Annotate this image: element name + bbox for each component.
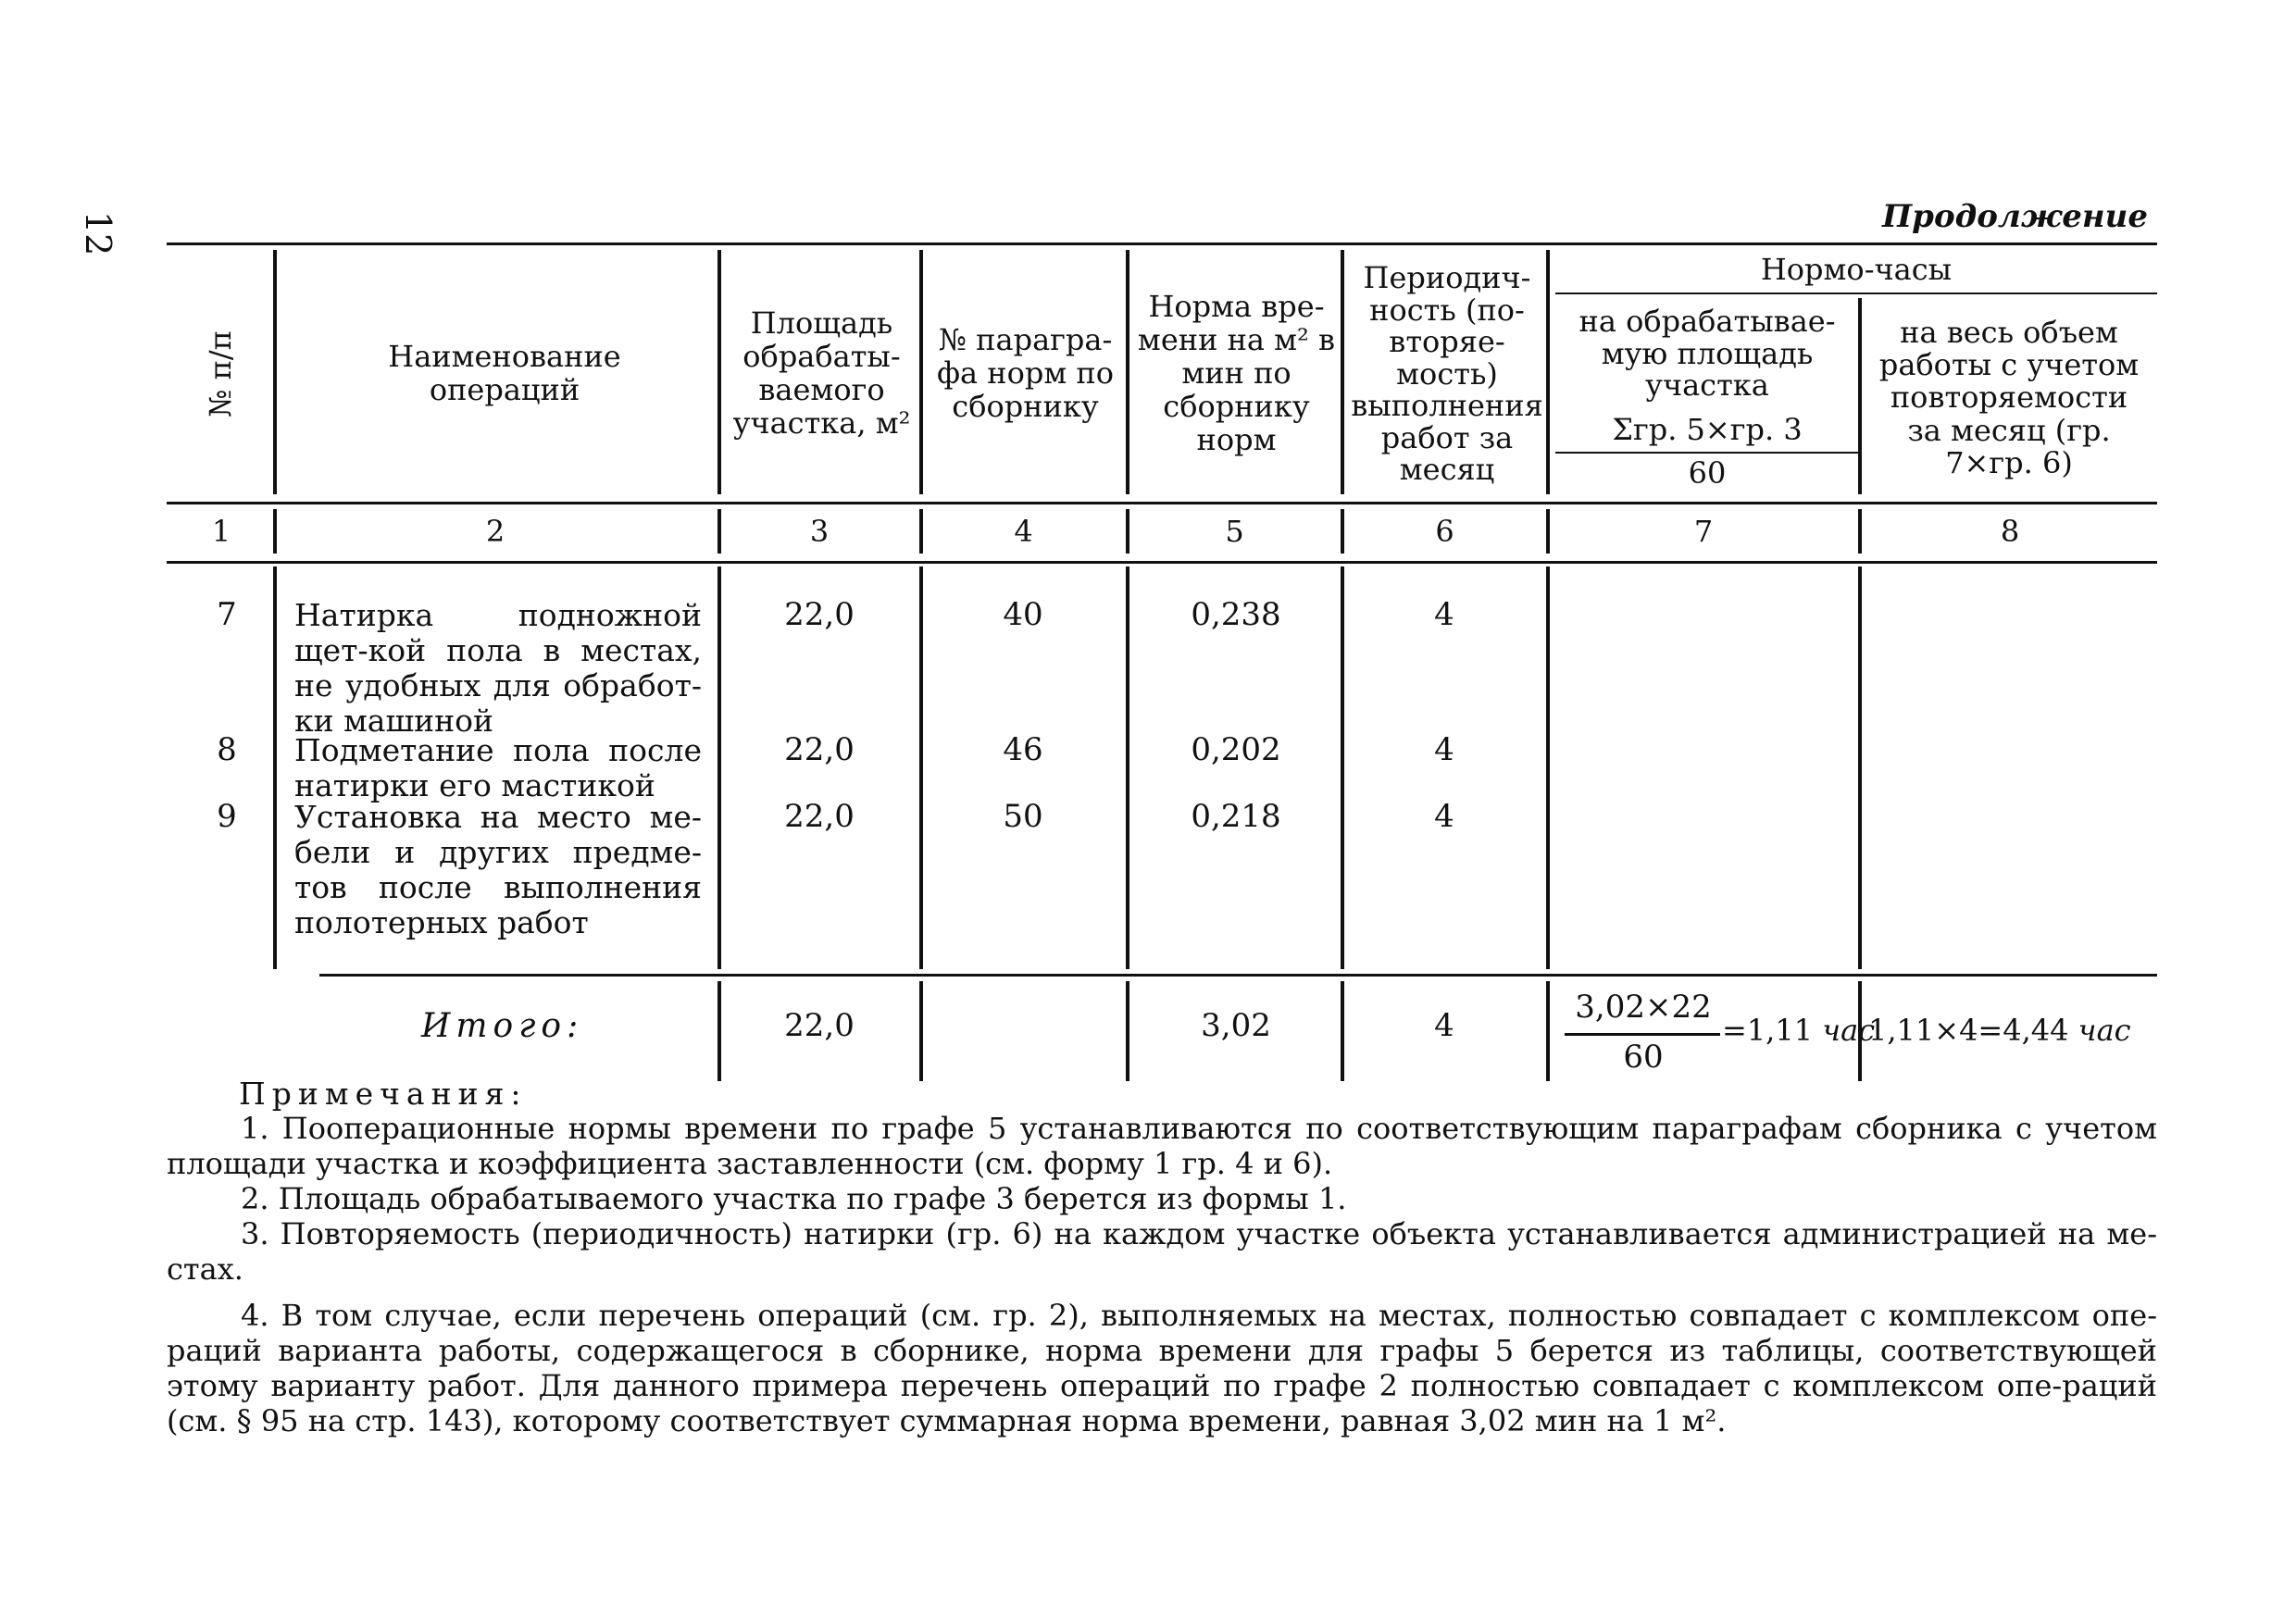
col-sep-1-2 <box>273 250 277 494</box>
row-7-period: 4 <box>1434 596 1454 633</box>
group-header-rule <box>1555 292 2157 294</box>
col-sep-6-7 <box>1546 250 1550 494</box>
total-area: 22,0 <box>784 1007 855 1044</box>
note-1: 1. Пооперационные нормы времени по графе 5 устанавливаются по соответствующим параграфам сборника с учетом площади участка и коэффициента заставленности (см. форму 1 гр. 4 и 6). <box>167 1111 2157 1181</box>
row-7-paragraph: 40 <box>1003 596 1043 633</box>
total-col7-result-value: =1,11 <box>1722 1013 1814 1048</box>
col-sep-7-8 <box>1858 298 1862 494</box>
num-sep-4 <box>1126 509 1129 554</box>
col-sep-2-3 <box>718 250 721 494</box>
row-8-norm: 0,202 <box>1191 731 1281 768</box>
total-period: 4 <box>1434 1007 1454 1044</box>
header-col-1-label: № п/п <box>203 330 239 417</box>
total-norm: 3,02 <box>1201 1007 1271 1044</box>
col-number-5: 5 <box>1225 514 1244 550</box>
body-sep-6 <box>1546 566 1550 969</box>
row-8-operation: Подметание пола после натирки его мастикой <box>294 732 702 803</box>
header-col-7-text: на обрабатывае-мую площадь участка <box>1578 304 1836 404</box>
total-label: Итого: <box>421 1007 584 1045</box>
total-col7-unit: час <box>1822 1013 1876 1048</box>
total-col8 <box>1868 1013 2131 1048</box>
col-sep-4-5 <box>1126 250 1129 494</box>
num-sep-5 <box>1341 509 1344 554</box>
row-9-number: 9 <box>217 798 237 835</box>
num-sep-6 <box>1546 509 1550 554</box>
col-number-6: 6 <box>1435 514 1454 550</box>
col-number-3: 3 <box>809 514 830 550</box>
total-sep-6 <box>1546 981 1550 1081</box>
header-group-normo-hours: Нормо-часы <box>1760 252 1953 288</box>
total-sep-5 <box>1341 981 1344 1081</box>
col-number-7: 7 <box>1693 514 1714 550</box>
note-2: 2. Площадь обрабатываемого участка по графе 3 берется из формы 1. <box>241 1181 1347 1216</box>
col-sep-5-6 <box>1341 250 1344 494</box>
note-3: 3. Повторяемость (периодичность) натирки (гр. 6) на каждом участке объекта устанавливается администрацией на ме-стах. <box>167 1216 2157 1287</box>
total-col7-result <box>1722 1013 1875 1048</box>
header-col-6: Периодич-ность (по-вторяе-мость) выполнения работ за месяц <box>1351 260 1543 488</box>
header-col-8: на весь объем работы с учетом повторяемости за месяц (гр. 7×гр. 6) <box>1878 315 2140 480</box>
row-9-period: 4 <box>1434 798 1454 835</box>
note-4: 4. В том случае, если перечень операций (см. гр. 2), выполняемых на местах, полностью совпадает с комплексом опе-раций варианта работы, содержащегося в сборнике, норма времени для графы 5 берется из таблицы, соответствующей этому варианту работ. Для данного примера перечень операций по графе 2 полностью совпадает с комплексом опе-раций (см. § 95 на стр. 143), которому соответствует суммарная норма времени, равная 3,02 мин на 1 м². <box>167 1298 2157 1438</box>
row-9-operation: Установка на место ме-бели и других предме-тов после выполнения полотерных работ <box>294 799 702 940</box>
continuation-label: Продолжение <box>1882 198 2148 235</box>
body-sep-4 <box>1126 566 1129 969</box>
header-col-1 <box>171 250 271 498</box>
total-sep-3 <box>919 981 923 1081</box>
header-col-5: Норма вре-мени на м² в мин по сборнику норм <box>1137 289 1336 457</box>
col-number-4: 4 <box>1014 514 1033 550</box>
col-sep-3-4 <box>919 250 923 494</box>
num-sep-7 <box>1858 509 1862 554</box>
body-bottom-rule <box>319 974 2157 977</box>
header-col-7-numerator: Σгр. 5×гр. 3 <box>1612 412 1803 448</box>
num-sep-1 <box>273 509 277 554</box>
row-7-number: 7 <box>217 596 237 633</box>
row-8-area: 22,0 <box>784 731 855 768</box>
header-col-2: Наименование операций <box>388 339 621 407</box>
num-sep-2 <box>718 509 721 554</box>
total-col8-value: 1,11×4=4,44 <box>1868 1013 2069 1048</box>
notes-title: Примечания: <box>239 1076 528 1112</box>
row-7-norm: 0,238 <box>1191 596 1281 633</box>
total-sep-4 <box>1126 981 1129 1081</box>
row-9-norm: 0,218 <box>1191 798 1281 835</box>
body-sep-5 <box>1341 566 1344 969</box>
total-col8-unit: час <box>2078 1013 2131 1048</box>
total-sep-2 <box>718 981 721 1081</box>
page-number: 12 <box>78 211 119 256</box>
col-number-1: 1 <box>211 514 231 550</box>
row-7-area: 22,0 <box>784 596 855 633</box>
body-sep-2 <box>718 566 721 969</box>
row-8-paragraph: 46 <box>1003 731 1043 768</box>
numbers-bottom-rule <box>167 561 2157 564</box>
row-9-area: 22,0 <box>784 798 855 835</box>
header-col-7-denominator: 60 <box>1688 455 1727 492</box>
table-top-rule <box>167 243 2157 245</box>
row-9-paragraph: 50 <box>1003 798 1043 835</box>
body-sep-3 <box>919 566 923 969</box>
num-sep-3 <box>919 509 923 554</box>
notes-body <box>167 1111 2157 1438</box>
total-col7-fraction-line <box>1565 1033 1720 1036</box>
row-8-number: 8 <box>217 731 237 768</box>
col-number-8: 8 <box>2000 514 2020 550</box>
total-col7-numerator: 3,02×22 <box>1575 989 1712 1026</box>
header-col-3: Площадь обрабаты-ваемого участка, м² <box>732 305 911 441</box>
body-sep-7 <box>1858 566 1862 969</box>
header-col-4: № парагра-фа норм по сборнику <box>936 322 1115 424</box>
row-8-period: 4 <box>1434 731 1454 768</box>
header-bottom-rule <box>167 502 2157 504</box>
row-7-operation: Натирка подножной щет-кой пола в местах, не удобных для обработ-ки машиной <box>294 597 702 739</box>
total-col7-denominator: 60 <box>1623 1039 1664 1076</box>
col-number-2: 2 <box>485 514 505 550</box>
body-sep-1 <box>273 566 277 969</box>
